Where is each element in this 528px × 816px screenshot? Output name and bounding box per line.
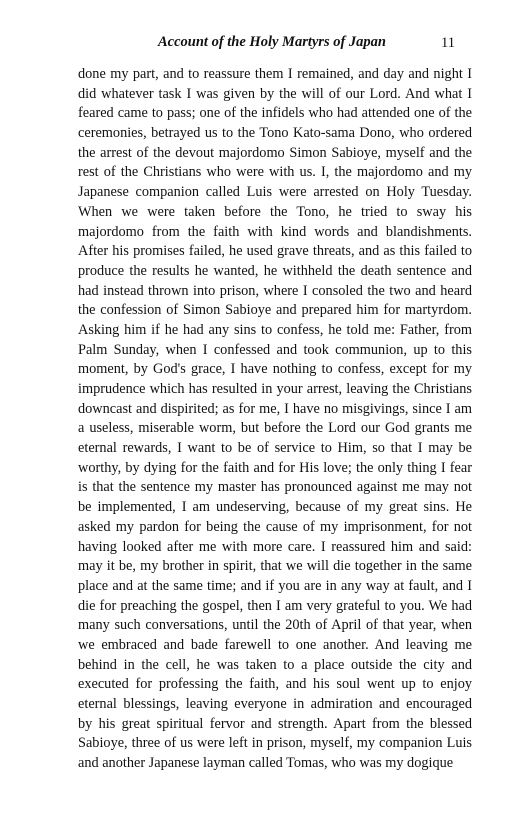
text-line: may it be, my brother in spirit, that we will die together in the same xyxy=(78,558,472,575)
running-header xyxy=(0,34,528,54)
text-line: place and at the same time; and if you are in any way at fault, and I xyxy=(78,577,472,594)
text-line: majordomo from the faith with kind words and blandishments. xyxy=(78,223,472,240)
body-text xyxy=(78,65,472,774)
text-line: by his great spiritual fervor and strength. Apart from the blessed xyxy=(78,715,472,732)
running-title: Account of the Holy Martyrs of Japan xyxy=(158,34,386,50)
text-line: having looked after me with more care. I reassured him and said: xyxy=(78,538,472,555)
text-line: eternal blessings, leaving everyone in admiration and encouraged xyxy=(78,696,472,712)
text-line: imprudence which has resulted in your arrest, leaving the Christians xyxy=(78,381,472,397)
text-line: moment, by God's grace, I have nothing to confess, except for my xyxy=(78,361,472,378)
text-line: eternal rewards, I want to be of service to Him, so that I may be xyxy=(78,440,472,457)
text-line: executed for professing the faith, and his soul went up to enjoy xyxy=(78,676,472,693)
text-line: Japanese companion called Luis were arrested on Holy Tuesday. xyxy=(78,184,472,201)
text-line: downcast and dispirited; as for me, I have no misgivings, since I am xyxy=(78,400,472,417)
text-line: is that the sentence my master has pronounced against me may not xyxy=(78,479,472,496)
text-line: many such conversations, until the 20th of April of that year, when xyxy=(78,617,472,634)
text-line: a useless, miserable worm, but before the Lord our God grants me xyxy=(78,420,472,437)
text-line: worthy, by dying for the faith and for His love; the only thing I fear xyxy=(78,459,472,476)
text-line: Asking him if he had any sins to confess, he told me: Father, from xyxy=(78,321,472,338)
text-line: we embraced and bade farewell to one another. And leaving me xyxy=(78,636,472,653)
text-line: Sabioye, three of us were left in prison, myself, my companion Luis xyxy=(78,735,472,752)
text-line: done my part, and to reassure them I remained, and day and night I xyxy=(78,66,472,82)
text-line: After his promises failed, he used grave threats, and as this failed to xyxy=(78,243,472,260)
text-line: Palm Sunday, when I confessed and took communion, up to this xyxy=(78,341,472,358)
text-line: behind in the cell, he was taken to a place outside the city and xyxy=(78,656,472,673)
text-line: rest of the Christians who were with us. I, the majordomo and my xyxy=(78,164,472,181)
text-line: be implemented, I am undeserving, because of my great sins. He xyxy=(78,499,472,516)
text-line: feared came to pass; one of the infidels who had attended one of the xyxy=(78,105,472,122)
text-line: ceremonies, betrayed us to the Tono Kato-sama Dono, who ordered xyxy=(78,125,472,142)
text-line: the confession of Simon Sabioye and prepared him for martyrdom. xyxy=(78,302,472,319)
text-line: When we were taken before the Tono, he tried to sway his xyxy=(78,203,472,220)
text-line: produce the results he wanted, he withheld the death sentence and xyxy=(78,262,472,279)
text-line: had instead thrown into prison, where I consoled the two and heard xyxy=(78,282,472,299)
page-number: 11 xyxy=(441,35,455,51)
text-line: the arrest of the devout majordomo Simon Sabioye, myself and the xyxy=(78,144,472,161)
text-line: die for preaching the gospel, then I am very grateful to you. We had xyxy=(78,597,472,614)
text-line: and another Japanese layman called Tomas, who was my dogique xyxy=(78,755,454,772)
text-line: asked my pardon for being the cause of my imprisonment, for not xyxy=(78,518,472,535)
text-line: did whatever task I was given by the will of our Lord. And what I xyxy=(78,85,472,102)
